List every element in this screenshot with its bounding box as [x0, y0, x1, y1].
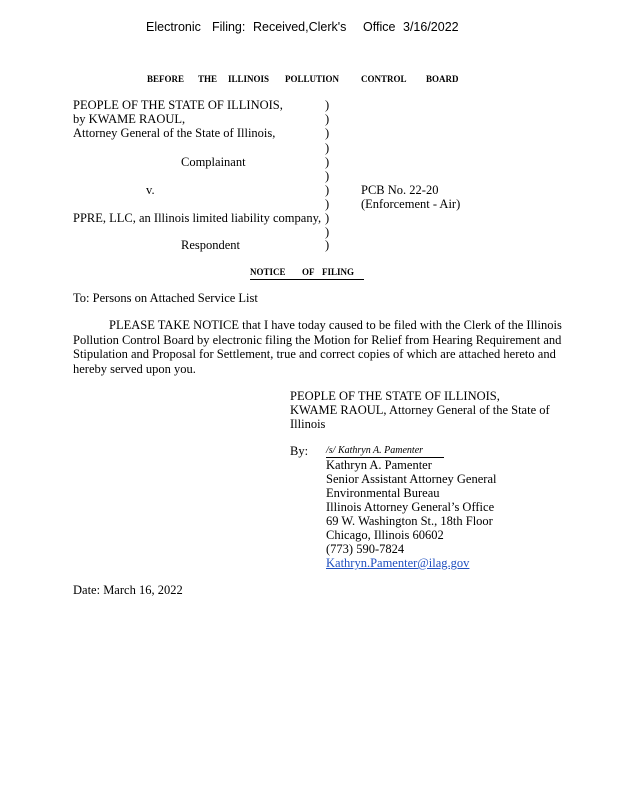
- party-line-2: KWAME RAOUL, Attorney General of the State of: [290, 403, 550, 417]
- enforcement-type: (Enforcement - Air): [361, 197, 461, 211]
- respondent-label: Respondent: [181, 238, 241, 252]
- notice-title-word: FILING: [322, 267, 355, 277]
- board-title-word: THE: [198, 74, 218, 84]
- date-line: Date: March 16, 2022: [73, 583, 183, 597]
- stamp-electronic: Electronic: [146, 20, 201, 34]
- board-title-word: CONTROL: [361, 74, 407, 84]
- complainant-label: Complainant: [181, 155, 246, 169]
- defendant-line: PPRE, LLC, an Illinois limited liability company,: [73, 211, 322, 225]
- paren-mark: ): [325, 169, 330, 183]
- notice-title: [250, 266, 364, 280]
- e-signature: /s/ Kathryn A. Pamenter: [326, 444, 444, 458]
- signer-bureau: Environmental Bureau: [326, 486, 440, 500]
- board-title-word: BOARD: [426, 74, 459, 84]
- paren-mark: ): [325, 126, 330, 140]
- by-label: By:: [290, 444, 309, 458]
- stamp-filing: Filing:: [212, 20, 246, 34]
- signer-street: 69 W. Washington St., 18th Floor: [326, 514, 493, 528]
- signer-email-link[interactable]: Kathryn.Pamenter@ilag.gov: [326, 556, 470, 570]
- signer-city: Chicago, Illinois 60602: [326, 528, 444, 542]
- stamp-received: Received,Clerk's: [253, 20, 347, 34]
- paren-mark: ): [325, 98, 330, 112]
- notice-title-word: OF: [302, 267, 315, 277]
- signer-title: Senior Assistant Attorney General: [326, 472, 497, 486]
- paren-mark: ): [325, 112, 330, 126]
- notice-body-paragraph: PLEASE TAKE NOTICE that I have today caused to be filed with the Clerk of the Illinois Pollution Control Board by electronic filing the Motion for Relief from Hearing Requirement and Stipulation and Proposal for Settlement, true and correct copies of which are attached hereto and hereby served upon you.: [73, 318, 562, 376]
- notice-title-word: NOTICE: [250, 267, 286, 277]
- paren-mark: ): [325, 211, 330, 225]
- party-line-3: Illinois: [290, 417, 326, 431]
- paren-mark: ): [325, 183, 330, 197]
- paren-mark: ): [325, 238, 330, 252]
- pcb-number: PCB No. 22-20: [361, 183, 439, 197]
- plaintiff-line-2: by KWAME RAOUL,: [73, 112, 186, 126]
- signer-phone: (773) 590-7824: [326, 542, 405, 556]
- board-title-word: POLLUTION: [285, 74, 340, 84]
- paren-mark: ): [325, 155, 330, 169]
- paren-mark: ): [325, 141, 330, 155]
- party-line-1: PEOPLE OF THE STATE OF ILLINOIS,: [290, 389, 500, 403]
- versus-label: v.: [146, 183, 155, 197]
- to-line: To: Persons on Attached Service List: [73, 291, 258, 305]
- board-title-word: BEFORE: [147, 74, 185, 84]
- stamp-office: Office: [363, 20, 396, 34]
- signer-name: Kathryn A. Pamenter: [326, 458, 432, 472]
- stamp-date: 3/16/2022: [403, 20, 459, 34]
- plaintiff-line-1: PEOPLE OF THE STATE OF ILLINOIS,: [73, 98, 283, 112]
- board-title-word: ILLINOIS: [228, 74, 270, 84]
- plaintiff-line-3: Attorney General of the State of Illinois,: [73, 126, 276, 140]
- signer-office: Illinois Attorney General’s Office: [326, 500, 495, 514]
- paren-mark: ): [325, 225, 330, 239]
- paren-mark: ): [325, 197, 330, 211]
